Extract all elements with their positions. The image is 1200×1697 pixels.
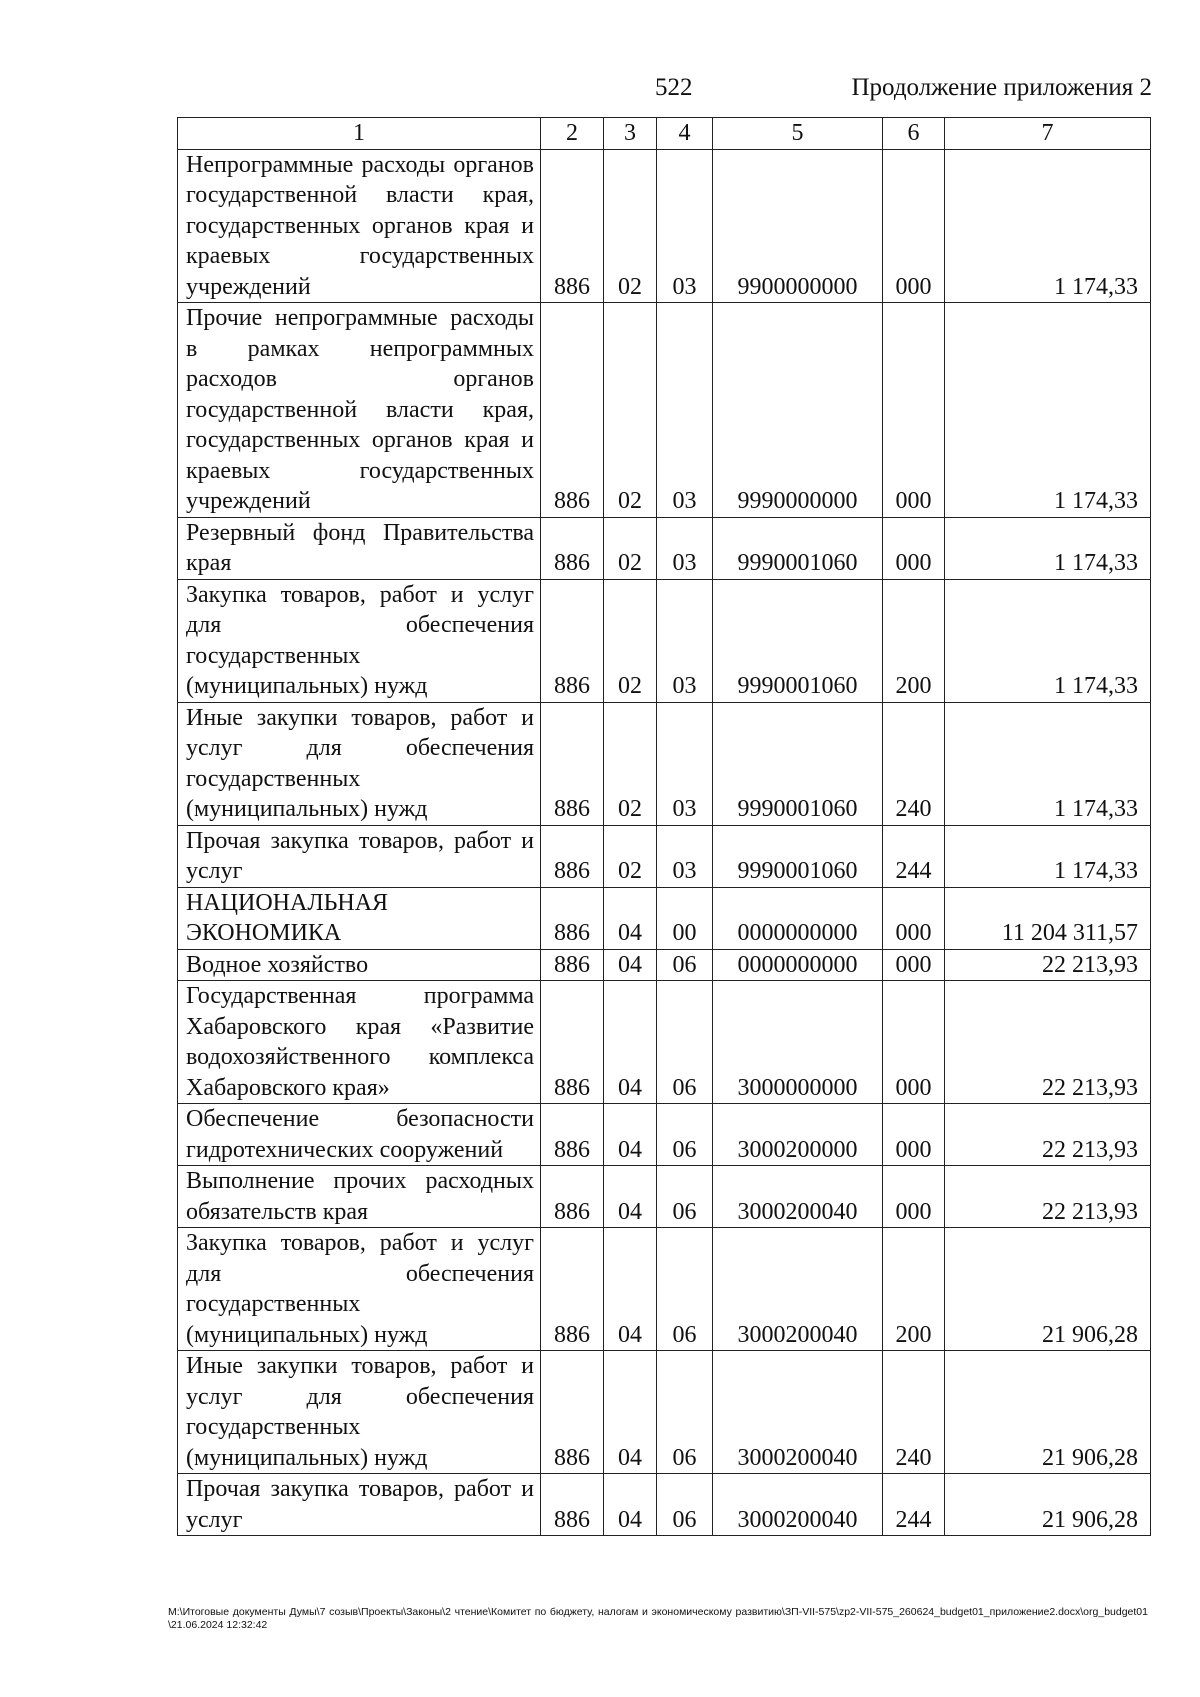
code-cell: 886: [541, 517, 604, 579]
subsection-cell: 00: [657, 887, 713, 949]
section-cell: 04: [604, 949, 657, 981]
column-header: 7: [945, 118, 1151, 150]
code-cell: 886: [541, 825, 604, 887]
row-name-cell: Закупка товаров, работ и услуг для обеспечения государственных (муниципальных) нужд: [178, 579, 541, 702]
row-name-cell: Выполнение прочих расходных обязательств края: [178, 1166, 541, 1228]
code-cell: 886: [541, 949, 604, 981]
subsection-cell: 06: [657, 949, 713, 981]
section-cell: 02: [604, 517, 657, 579]
code-cell: 886: [541, 149, 604, 303]
code-cell: 886: [541, 303, 604, 518]
table-row: [178, 579, 1151, 702]
row-name-cell: Иные закупки товаров, работ и услуг для обеспечения государственных (муниципальных) нужд: [178, 702, 541, 825]
expense-type-cell: 000: [883, 887, 945, 949]
target-article-cell: 3000200040: [713, 1228, 883, 1351]
column-header: 6: [883, 118, 945, 150]
target-article-cell: 9990000000: [713, 303, 883, 518]
table-row: [178, 887, 1151, 949]
code-cell: 886: [541, 579, 604, 702]
target-article-cell: 9990001060: [713, 517, 883, 579]
amount-cell: 21 906,28: [945, 1228, 1151, 1351]
amount-cell: 11 204 311,57: [945, 887, 1151, 949]
table-row: [178, 702, 1151, 825]
subsection-cell: 06: [657, 1474, 713, 1536]
table-row: [178, 1104, 1151, 1166]
amount-cell: 21 906,28: [945, 1351, 1151, 1474]
target-article-cell: 3000200040: [713, 1351, 883, 1474]
subsection-cell: 06: [657, 1104, 713, 1166]
expense-type-cell: 000: [883, 949, 945, 981]
column-numbers-row: [178, 118, 1151, 150]
table-row: [178, 825, 1151, 887]
row-name-cell: Обеспечение безопасности гидротехнических сооружений: [178, 1104, 541, 1166]
target-article-cell: 3000200000: [713, 1104, 883, 1166]
expense-type-cell: 000: [883, 149, 945, 303]
column-header: 3: [604, 118, 657, 150]
expense-type-cell: 000: [883, 303, 945, 518]
expense-type-cell: 000: [883, 517, 945, 579]
target-article-cell: 3000200040: [713, 1474, 883, 1536]
row-name-cell: Закупка товаров, работ и услуг для обеспечения государственных (муниципальных) нужд: [178, 1228, 541, 1351]
row-name-cell: Прочая закупка товаров, работ и услуг: [178, 1474, 541, 1536]
page-number: 522: [655, 74, 693, 101]
amount-cell: 21 906,28: [945, 1474, 1151, 1536]
column-header: 4: [657, 118, 713, 150]
column-header: 1: [178, 118, 541, 150]
expense-type-cell: 200: [883, 1228, 945, 1351]
code-cell: 886: [541, 702, 604, 825]
table-body: [178, 149, 1151, 1536]
amount-cell: 1 174,33: [945, 303, 1151, 518]
table-row: [178, 949, 1151, 981]
expense-type-cell: 244: [883, 825, 945, 887]
row-name-cell: Непрограммные расходы органов государственной власти края, государственных органов края и краевых государственных учреждений: [178, 149, 541, 303]
subsection-cell: 06: [657, 1166, 713, 1228]
row-name-cell: Водное хозяйство: [178, 949, 541, 981]
target-article-cell: 3000200040: [713, 1166, 883, 1228]
code-cell: 886: [541, 981, 604, 1104]
expense-type-cell: 244: [883, 1474, 945, 1536]
row-name-cell: НАЦИОНАЛЬНАЯ ЭКОНОМИКА: [178, 887, 541, 949]
subsection-cell: 06: [657, 1351, 713, 1474]
section-cell: 02: [604, 702, 657, 825]
table-row: [178, 303, 1151, 518]
amount-cell: 1 174,33: [945, 517, 1151, 579]
subsection-cell: 03: [657, 517, 713, 579]
continuation-title: Продолжение приложения 2: [851, 74, 1152, 101]
expense-type-cell: 000: [883, 1104, 945, 1166]
section-cell: 04: [604, 1474, 657, 1536]
amount-cell: 1 174,33: [945, 825, 1151, 887]
amount-cell: 1 174,33: [945, 149, 1151, 303]
expense-type-cell: 000: [883, 1166, 945, 1228]
amount-cell: 1 174,33: [945, 579, 1151, 702]
code-cell: 886: [541, 1166, 604, 1228]
code-cell: 886: [541, 887, 604, 949]
subsection-cell: 03: [657, 825, 713, 887]
column-header: 2: [541, 118, 604, 150]
target-article-cell: 9990001060: [713, 825, 883, 887]
section-cell: 02: [604, 825, 657, 887]
expense-type-cell: 000: [883, 981, 945, 1104]
expense-type-cell: 240: [883, 1351, 945, 1474]
expense-type-cell: 240: [883, 702, 945, 825]
row-name-cell: Прочая закупка товаров, работ и услуг: [178, 825, 541, 887]
section-cell: 04: [604, 1104, 657, 1166]
row-name-cell: Прочие непрограммные расходы в рамках непрограммных расходов органов государственной власти края, государственных органов края и краевых государственных учреждений: [178, 303, 541, 518]
target-article-cell: 9990001060: [713, 702, 883, 825]
expense-type-cell: 200: [883, 579, 945, 702]
target-article-cell: 9990001060: [713, 579, 883, 702]
section-cell: 02: [604, 303, 657, 518]
row-name-cell: Резервный фонд Правительства края: [178, 517, 541, 579]
target-article-cell: 0000000000: [713, 949, 883, 981]
table-row: [178, 1474, 1151, 1536]
target-article-cell: 0000000000: [713, 887, 883, 949]
code-cell: 886: [541, 1474, 604, 1536]
file-path-footer: M:\Итоговые документы Думы\7 созыв\Проекты\Законы\2 чтение\Комитет по бюджету, налогам и экономическому развитию\ЗП-VII-575\zp2-VII-575_260624_budget01_приложение2.docx\org_budget01\21.06.2024 12:32:42: [168, 1606, 1148, 1631]
amount-cell: 22 213,93: [945, 981, 1151, 1104]
subsection-cell: 03: [657, 149, 713, 303]
amount-cell: 1 174,33: [945, 702, 1151, 825]
budget-table: [177, 117, 1151, 1536]
table-row: [178, 149, 1151, 303]
column-header: 5: [713, 118, 883, 150]
section-cell: 04: [604, 1166, 657, 1228]
subsection-cell: 03: [657, 303, 713, 518]
amount-cell: 22 213,93: [945, 1166, 1151, 1228]
code-cell: 886: [541, 1351, 604, 1474]
target-article-cell: 3000000000: [713, 981, 883, 1104]
table-row: [178, 1228, 1151, 1351]
subsection-cell: 03: [657, 579, 713, 702]
subsection-cell: 03: [657, 702, 713, 825]
amount-cell: 22 213,93: [945, 1104, 1151, 1166]
section-cell: 04: [604, 1228, 657, 1351]
table-row: [178, 517, 1151, 579]
code-cell: 886: [541, 1104, 604, 1166]
code-cell: 886: [541, 1228, 604, 1351]
amount-cell: 22 213,93: [945, 949, 1151, 981]
table-row: [178, 1351, 1151, 1474]
subsection-cell: 06: [657, 1228, 713, 1351]
section-cell: 04: [604, 981, 657, 1104]
section-cell: 02: [604, 149, 657, 303]
section-cell: 04: [604, 1351, 657, 1474]
table-row: [178, 1166, 1151, 1228]
section-cell: 02: [604, 579, 657, 702]
target-article-cell: 9900000000: [713, 149, 883, 303]
row-name-cell: Государственная программа Хабаровского края «Развитие водохозяйственного комплекса Хабаровского края»: [178, 981, 541, 1104]
table-row: [178, 981, 1151, 1104]
subsection-cell: 06: [657, 981, 713, 1104]
section-cell: 04: [604, 887, 657, 949]
row-name-cell: Иные закупки товаров, работ и услуг для обеспечения государственных (муниципальных) нужд: [178, 1351, 541, 1474]
